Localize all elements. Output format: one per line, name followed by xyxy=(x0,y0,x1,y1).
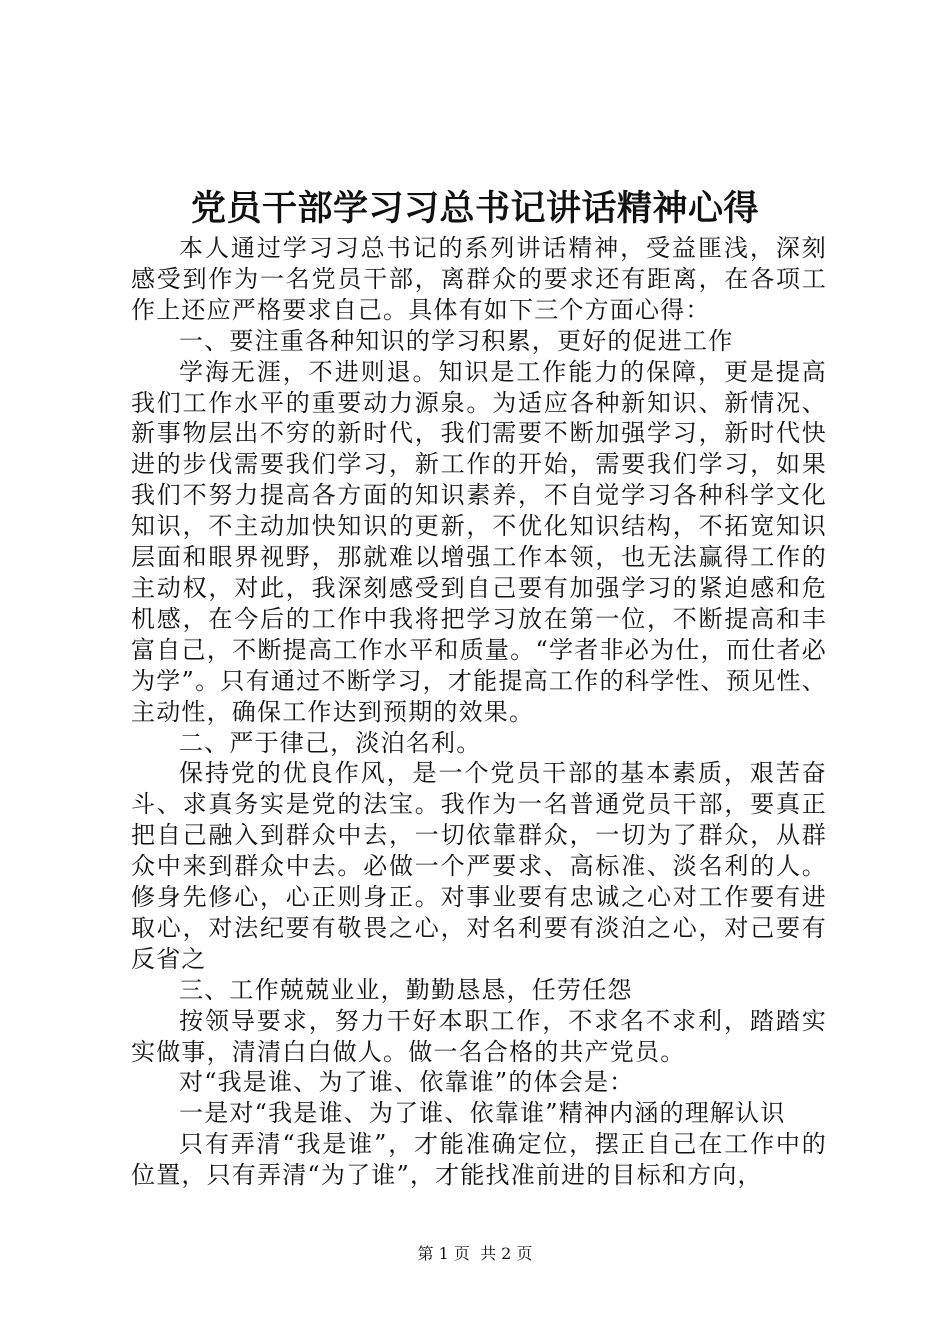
paragraph-section-1: 学海无涯，不进则退。知识是工作能力的保障，更是提高我们工作水平的重要动力源泉。为适应各种新知识、新情况、新事物层出不穷的新时代，我们需要不断加强学习，新时代快进的步伐需要我们学习，新工作的开始，需要我们学习，如果我们不努力提高各方面的知识素养，不自觉学习各种科学文化知识，不主动加快知识的更新，不优化知识结构，不拓宽知识层面和眼界视野，那就难以增强工作本领，也无法赢得工作的主动权，对此，我深刻感受到自己要有加强学习的紧迫感和危机感，在今后的工作中我将把学习放在第一位，不断提高和丰富自己，不断提高工作水平和质量。“学者非必为仕，而仕者必为学”。只有通过不断学习，才能提高工作的科学性、预见性、主动性，确保工作达到预期的效果。 xyxy=(131,357,827,726)
section-heading-2: 二、严于律己，淡泊名利。 xyxy=(179,728,482,757)
section-heading-1: 一、要注重各种知识的学习积累，更好的促进工作 xyxy=(179,326,734,355)
paragraph-reflection-1: 只有弄清“我是谁”，才能准确定位，摆正自己在工作中的位置，只有弄清“为了谁”，才能找准前进的目标和方向， xyxy=(131,1130,827,1190)
subheading-reflection-1: 一是对“我是谁、为了谁、依靠谁”精神内涵的理解认识 xyxy=(179,1099,786,1128)
document-body xyxy=(131,233,827,1191)
section-heading-3: 三、工作兢兢业业，勤勤恳恳，任劳任怨 xyxy=(179,975,633,1004)
paragraph-intro: 本人通过学习习总书记的系列讲话精神，受益匪浅，深刻感受到作为一名党员干部，离群众的要求还有距离，在各项工作上还应严格要求自己。具体有如下三个方面心得： xyxy=(131,234,827,324)
document-title: 党员干部学习习总书记讲话精神心得 xyxy=(190,188,759,229)
paragraph-section-2: 保持党的优良作风，是一个党员干部的基本素质，艰苦奋斗、求真务实是党的法宝。我作为一名普通党员干部，要真正把自己融入到群众中去，一切依靠群众，一切为了群众，从群众中来到群众中去。必做一个严要求、高标准、淡名利的人。修身先修心，心正则身正。对事业要有忠诚之心对工作要有进取心，对法纪要有敬畏之心，对名利要有淡泊之心，对己要有反省之 xyxy=(131,759,827,973)
paragraph-section-3: 按领导要求，努力干好本职工作，不求名不求利，踏踏实实做事，清清白白做人。做一名合格的共产党员。 xyxy=(131,1006,827,1066)
page-footer: 第 1 页 共 2 页 xyxy=(417,1244,533,1263)
paragraph-reflection-intro: 对“我是谁、为了谁、依靠谁”的体会是： xyxy=(179,1068,635,1097)
